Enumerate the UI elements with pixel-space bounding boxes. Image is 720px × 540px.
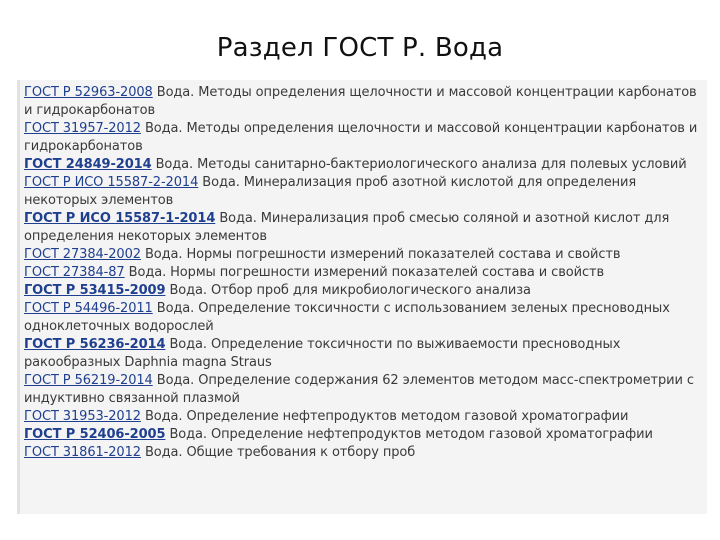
- standard-link[interactable]: ГОСТ 31861-2012: [24, 445, 141, 460]
- standard-description: Вода. Методы определения щелочности и массовой концентрации карбонатов и гидрокарбонатов: [24, 121, 698, 154]
- standard-description: Вода. Определение нефтепродуктов методом газовой хроматографии: [140, 409, 629, 424]
- standard-link[interactable]: ГОСТ 24849-2014: [24, 157, 152, 172]
- standard-description: Вода. Методы санитарно-бактериологического анализа для полевых условий: [151, 157, 687, 172]
- standard-description: Вода. Определение содержания 62 элементов методом масс-спектрометрии с индуктивно связанной плазмой: [24, 373, 694, 406]
- standard-entry: [24, 264, 701, 282]
- standard-description: Вода. Методы определения щелочности и массовой концентрации карбонатов и гидрокарбонатов: [24, 85, 697, 118]
- standard-link[interactable]: ГОСТ Р ИСО 15587-2-2014: [24, 175, 199, 190]
- standard-entry: [24, 84, 701, 120]
- slide-title: Раздел ГОСТ Р. Вода: [216, 33, 504, 63]
- standard-entry: [24, 174, 701, 210]
- standard-entry: [24, 246, 701, 264]
- standard-link[interactable]: ГОСТ Р 54496-2011: [24, 301, 153, 316]
- standard-link[interactable]: ГОСТ Р 52963-2008: [24, 85, 153, 100]
- standard-link[interactable]: ГОСТ 31957-2012: [24, 121, 141, 136]
- standards-list: [17, 80, 707, 514]
- standard-entry: [24, 426, 701, 444]
- standard-entry: [24, 444, 701, 462]
- standard-description: Вода. Определение нефтепродуктов методом газовой хроматографии: [165, 427, 653, 442]
- standard-description: Вода. Нормы погрешности измерений показателей состава и свойств: [124, 265, 605, 280]
- standard-description: Вода. Отбор проб для микробиологического анализа: [165, 283, 531, 298]
- standard-description: Вода. Минерализация проб азотной кислотой для определения некоторых элементов: [24, 175, 637, 208]
- standard-entry: [24, 372, 701, 408]
- standard-link[interactable]: ГОСТ 31953-2012: [24, 409, 141, 424]
- standard-description: Вода. Определение токсичности по выживаемости пресноводных ракообразных Daphnia magna Straus: [24, 337, 621, 370]
- standard-entry: [24, 156, 701, 174]
- standard-link[interactable]: ГОСТ Р 56219-2014: [24, 373, 153, 388]
- standard-entry: [24, 210, 701, 246]
- standard-description: Вода. Определение токсичности с использованием зеленых пресноводных одноклеточных водорослей: [24, 301, 670, 334]
- standard-entry: [24, 300, 701, 336]
- standard-description: Вода. Общие требования к отбору проб: [140, 445, 416, 460]
- standard-entry: [24, 408, 701, 426]
- standard-link[interactable]: ГОСТ 27384-87: [24, 265, 125, 280]
- standard-link[interactable]: ГОСТ Р 56236-2014: [24, 337, 166, 352]
- standard-entry: [24, 336, 701, 372]
- standard-entry: [24, 120, 701, 156]
- standard-entry: [24, 282, 701, 300]
- standard-description: Вода. Нормы погрешности измерений показателей состава и свойств: [140, 247, 621, 262]
- standard-description: Вода. Минерализация проб смесью соляной и азотной кислот для определения некоторых элементов: [24, 211, 670, 244]
- standard-link[interactable]: ГОСТ Р ИСО 15587-1-2014: [24, 211, 216, 226]
- standard-link[interactable]: ГОСТ 27384-2002: [24, 247, 141, 262]
- standard-link[interactable]: ГОСТ Р 53415-2009: [24, 283, 166, 298]
- standard-link[interactable]: ГОСТ Р 52406-2005: [24, 427, 166, 442]
